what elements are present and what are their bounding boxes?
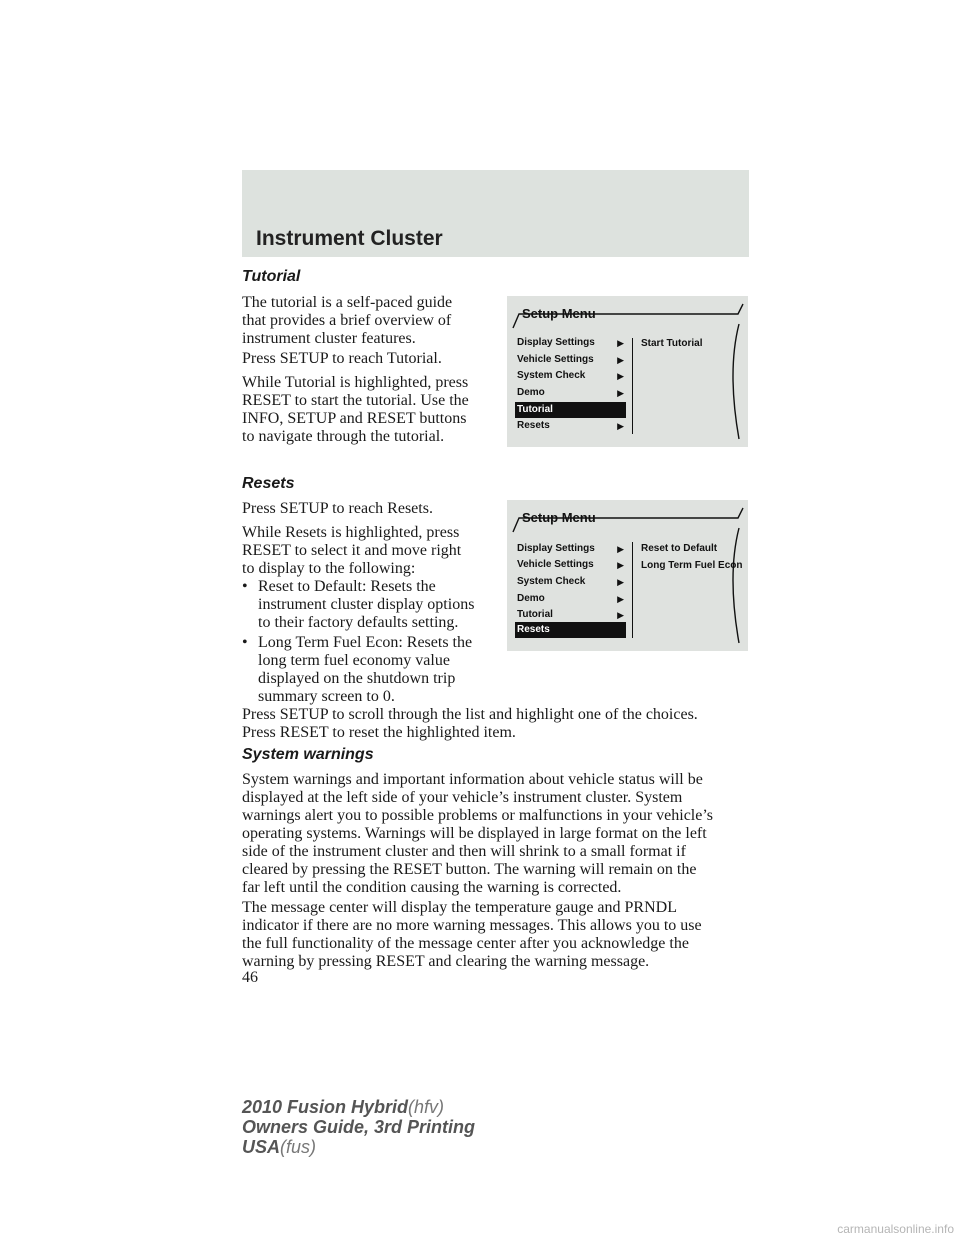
text-line: RESET to select it and move right	[242, 542, 462, 559]
setup-menu-screen-tutorial	[507, 296, 748, 447]
section-header	[242, 170, 749, 257]
bullet-icon: •	[242, 578, 248, 595]
menu-item-resets-selected: Resets	[515, 622, 626, 638]
menu-item-tutorial-selected: Tutorial	[515, 402, 626, 418]
text-line: displayed at the left side of your vehicle’s instrument cluster. System	[242, 789, 683, 806]
section-title: Instrument Cluster	[256, 227, 443, 250]
divider	[632, 338, 633, 434]
menu-title: Setup Menu	[522, 306, 596, 321]
footer-region: USA	[242, 1137, 281, 1157]
arrow-right-icon: ▶	[617, 355, 624, 365]
menu-item-resets: Resets ▶	[515, 418, 626, 434]
tutorial-paragraph-1	[242, 294, 452, 348]
text-line: System warnings and important information about vehicle status will be	[242, 771, 703, 788]
text-line: to display to the following:	[242, 560, 416, 577]
tutorial-heading: Tutorial	[242, 268, 301, 285]
arrow-right-icon: ▶	[617, 421, 624, 431]
text-line: warning by pressing RESET and clearing the warning message.	[242, 953, 650, 970]
arrow-right-icon: ▶	[617, 560, 624, 570]
text-line: RESET to start the tutorial. Use the	[242, 392, 469, 409]
text-line: The message center will display the temperature gauge and PRNDL	[242, 899, 677, 916]
text-line: Press SETUP to scroll through the list and highlight one of the choices.	[242, 706, 698, 723]
warnings-heading: System warnings	[242, 746, 374, 763]
text-line: While Resets is highlighted, press	[242, 524, 460, 541]
watermark: carmanualsonline.info	[837, 1222, 954, 1236]
menu-item-vehicle-settings: Vehicle Settings ▶	[515, 557, 626, 573]
text-line: While Tutorial is highlighted, press	[242, 374, 469, 391]
text-line: far left until the condition causing the warning is corrected.	[242, 879, 622, 896]
footer	[242, 1097, 475, 1157]
arrow-right-icon: ▶	[617, 610, 624, 620]
menu-item-demo: Demo ▶	[515, 385, 626, 401]
text-line: to navigate through the tutorial.	[242, 428, 445, 445]
tutorial-paragraph-3	[242, 374, 469, 446]
text-line: to their factory defaults setting.	[258, 614, 459, 631]
option-long-term-fuel-econ: Long Term Fuel Econ	[641, 560, 743, 571]
menu-item-tutorial: Tutorial ▶	[515, 607, 626, 623]
divider	[632, 542, 633, 638]
text-line: indicator if there are no more warning messages. This allows you to use	[242, 917, 702, 934]
resets-paragraph-3	[242, 706, 698, 742]
arrow-right-icon: ▶	[617, 371, 624, 381]
tutorial-paragraph-2: Press SETUP to reach Tutorial.	[242, 350, 442, 367]
text-line: instrument cluster display options	[258, 596, 475, 613]
text-line: Reset to Default: Resets the	[258, 578, 436, 595]
text-line: Press RESET to reset the highlighted item.	[242, 724, 516, 741]
text-line: side of the instrument cluster and then will shrink to a small format if	[242, 843, 686, 860]
arrow-right-icon: ▶	[617, 544, 624, 554]
menu-title: Setup Menu	[522, 510, 596, 525]
menu-item-demo: Demo ▶	[515, 591, 626, 607]
menu-item-display-settings: Display Settings ▶	[515, 335, 626, 351]
resets-paragraph-1: Press SETUP to reach Resets.	[242, 500, 433, 517]
text-line: displayed on the shutdown trip	[258, 670, 456, 687]
text-line: cleared by pressing the RESET button. The warning will remain on the	[242, 861, 697, 878]
option-start-tutorial: Start Tutorial	[641, 338, 703, 349]
resets-heading: Resets	[242, 475, 295, 492]
footer-model-code: (hfv)	[408, 1097, 445, 1117]
page-number: 46	[242, 969, 258, 986]
text-line: The tutorial is a self-paced guide	[242, 294, 453, 311]
menu-item-display-settings: Display Settings ▶	[515, 541, 626, 557]
text-line: the full functionality of the message center after you acknowledge the	[242, 935, 689, 952]
footer-guide: Owners Guide, 3rd Printing	[242, 1117, 476, 1137]
text-line: INFO, SETUP and RESET buttons	[242, 410, 467, 427]
text-line: warnings alert you to possible problems or malfunctions in your vehicle’s	[242, 807, 714, 824]
text-line: that provides a brief overview of	[242, 312, 452, 329]
bullet-icon: •	[242, 634, 248, 651]
text-line: long term fuel economy value	[258, 652, 450, 669]
warnings-paragraph-1	[242, 771, 713, 897]
menu-item-system-check: System Check ▶	[515, 368, 626, 384]
text-line: instrument cluster features.	[242, 330, 416, 347]
menu-item-vehicle-settings: Vehicle Settings ▶	[515, 352, 626, 368]
text-line: operating systems. Warnings will be displayed in large format on the left	[242, 825, 707, 842]
arrow-right-icon: ▶	[617, 338, 624, 348]
warnings-paragraph-2	[242, 899, 702, 971]
text-line: summary screen to 0.	[258, 688, 395, 705]
menu-item-system-check: System Check ▶	[515, 574, 626, 590]
arrow-right-icon: ▶	[617, 594, 624, 604]
footer-region-code: (fus)	[280, 1137, 317, 1157]
option-reset-to-default: Reset to Default	[641, 543, 718, 554]
text-line: Long Term Fuel Econ: Resets the	[258, 634, 473, 651]
setup-menu-screen-resets	[507, 500, 748, 651]
footer-model: 2010 Fusion Hybrid	[242, 1097, 409, 1117]
resets-paragraph-2	[242, 524, 461, 578]
arrow-right-icon: ▶	[617, 577, 624, 587]
arrow-right-icon: ▶	[617, 388, 624, 398]
